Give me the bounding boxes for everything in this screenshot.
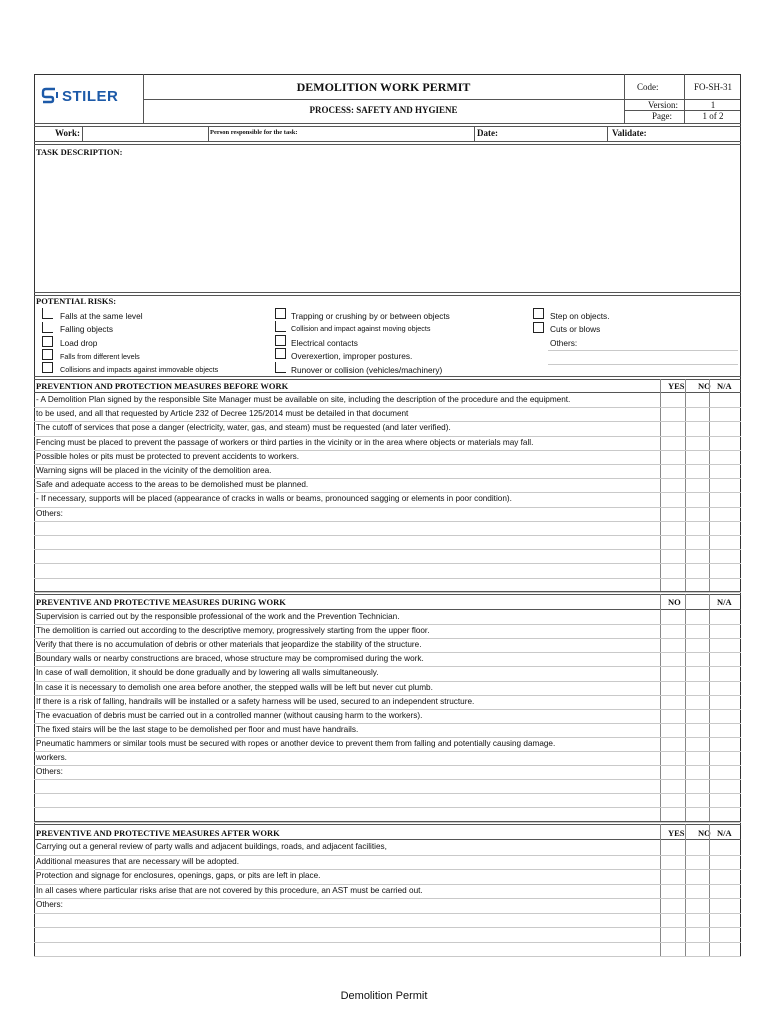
work-field[interactable] <box>83 127 207 140</box>
during-work-title: PREVENTIVE AND PROTECTIVE MEASURES DURING WORK <box>36 597 286 607</box>
logo-text: STILER <box>62 88 119 105</box>
risk-label: Runover or collision (vehicles/machinery) <box>291 365 443 375</box>
company-logo <box>40 86 135 108</box>
code-label: Code: <box>637 82 659 92</box>
no-column-header: NO <box>698 381 711 391</box>
date-field[interactable] <box>505 127 605 140</box>
risk-other-label: Others: <box>550 338 578 348</box>
page-footer: Demolition Permit <box>340 990 428 1002</box>
no-column-header: NO <box>698 828 711 838</box>
risk-label: Trapping or crushing by or between objects <box>291 311 450 321</box>
measure-item: Others: <box>36 508 63 518</box>
risk-checkbox[interactable] <box>533 308 544 319</box>
measure-item: The evacuation of debris must be carried out in a controlled manner (without causing harm to the workers). <box>36 710 423 720</box>
risk-label: Falls from different levels <box>60 352 140 361</box>
risk-label: Falls at the same level <box>60 311 143 321</box>
validate-field[interactable] <box>652 127 738 140</box>
measure-item: - If necessary, supports will be placed (appearance of cracks in walls or beams, pronounced sagging or elements in poor condition). <box>36 494 512 504</box>
measure-item: Warning signs will be placed in the vicinity of the demolition area. <box>36 466 272 475</box>
measure-item: If there is a risk of falling, handrails will be installed or a safety harness will be used, secured to an independent structure. <box>36 696 475 706</box>
risk-label: Collision and impact against moving objects <box>291 324 431 333</box>
no-column-header: NO <box>668 597 681 607</box>
yes-column-header: YES <box>668 828 685 838</box>
na-column-header: N/A <box>717 597 732 607</box>
task-description-label: TASK DESCRIPTION: <box>36 147 123 157</box>
before-work-title: PREVENTION AND PROTECTION MEASURES BEFORE WORK <box>36 381 289 391</box>
risk-label: Falling objects <box>60 324 114 334</box>
risk-checkbox[interactable] <box>275 335 286 346</box>
version-label: Version: <box>648 100 678 110</box>
measure-item: - A Demolition Plan signed by the responsible Site Manager must be available on site, including the description of the procedure and the equipment. <box>36 395 571 404</box>
risk-label: Electrical contacts <box>291 338 358 348</box>
risk-checkbox[interactable] <box>42 349 53 360</box>
page-value: 1 of 2 <box>702 111 724 121</box>
person-responsible-field[interactable] <box>320 127 472 140</box>
measure-item: Safe and adequate access to the areas to be demolished must be planned. <box>36 480 309 490</box>
na-column-header: N/A <box>717 828 732 838</box>
risk-checkbox[interactable] <box>42 336 53 347</box>
process-label: PROCESS: SAFETY AND HYGIENE <box>309 105 458 115</box>
yes-column-header: YES <box>668 381 685 391</box>
measure-item: In case it is necessary to demolish one area before another, the stepped walls will be left but never cut plumb. <box>36 682 433 692</box>
measure-item: The demolition is carried out according to the descriptive memory, progressively starting from the upper floor. <box>36 626 430 636</box>
measure-item: Protection and signage for enclosures, openings, gaps, or pits are left in place. <box>36 871 321 880</box>
measure-item: Additional measures that are necessary will be adopted. <box>36 856 239 866</box>
risk-label: Cuts or blows <box>550 324 601 334</box>
measure-item: Verify that there is no accumulation of debris or other materials that jeopardize the stability of the structure. <box>36 640 422 650</box>
date-label: Date: <box>477 128 498 138</box>
measure-item: Others: <box>36 900 63 909</box>
measure-item: Boundary walls or nearby constructions are braced, whose structure may be compromised during the work. <box>36 654 424 664</box>
form-title: DEMOLITION WORK PERMIT <box>296 80 471 94</box>
measure-item: In case of wall demolition, it should be done gradually and by lowering all walls simultaneously. <box>36 668 379 678</box>
code-value: FO-SH-31 <box>693 82 732 92</box>
risk-checkbox[interactable] <box>533 322 544 333</box>
work-label: Work: <box>55 128 81 138</box>
measure-item: Others: <box>36 767 63 777</box>
measure-item: Carrying out a general review of party walls and adjacent buildings, roads, and adjacent facilities, <box>36 842 387 851</box>
validate-label: Validate: <box>612 128 647 138</box>
measure-item: Pneumatic hammers or similar tools must be secured with ropes or another device to prevent them from falling and potentially causing damage. <box>36 738 556 748</box>
na-column-header: N/A <box>717 381 732 391</box>
measure-item: workers. <box>36 753 67 762</box>
risk-checkbox[interactable] <box>275 362 286 373</box>
measure-item: The cutoff of services that pose a danger (electricity, water, gas, and steam) must be requested (and later verified). <box>36 423 451 433</box>
risk-checkbox[interactable] <box>42 362 53 373</box>
after-work-title: PREVENTIVE AND PROTECTIVE MEASURES AFTER WORK <box>36 828 280 838</box>
measure-item: Supervision is carried out by the responsible professional of the work and the Prevention Technician. <box>36 612 400 621</box>
risk-label: Load drop <box>60 338 98 348</box>
risk-checkbox[interactable] <box>42 308 53 319</box>
measure-item: Fencing must be placed to prevent the passage of workers or third parties in the vicinity or in the area where objects or materials may fall. <box>36 437 534 447</box>
risk-checkbox[interactable] <box>275 308 286 319</box>
version-value: 1 <box>710 100 716 110</box>
task-description-field[interactable] <box>36 158 738 290</box>
measure-item: The fixed stairs will be the last stage to be demolished per floor and must have handrails. <box>36 724 359 734</box>
risk-checkbox[interactable] <box>275 348 286 359</box>
risk-label: Overexertion, improper postures. <box>291 351 413 361</box>
measure-item: Possible holes or pits must be protected to prevent accidents to workers. <box>36 451 300 461</box>
page-label: Page: <box>652 111 672 121</box>
risk-label: Collisions and impacts against immovable objects <box>60 365 219 374</box>
measure-item: In all cases where particular risks arise that are not covered by this procedure, an AST must be carried out. <box>36 885 423 895</box>
person-responsible-label: Person responsible for the task: <box>210 129 298 136</box>
potential-risks-label: POTENTIAL RISKS: <box>36 296 117 306</box>
risk-label: Step on objects. <box>550 311 610 321</box>
measure-item: to be used, and all that requested by Article 232 of Decree 125/2014 must be detailed in that document <box>36 409 409 419</box>
risk-checkbox[interactable] <box>275 321 286 332</box>
risk-checkbox[interactable] <box>42 322 53 333</box>
logo-mark-icon <box>40 86 60 106</box>
